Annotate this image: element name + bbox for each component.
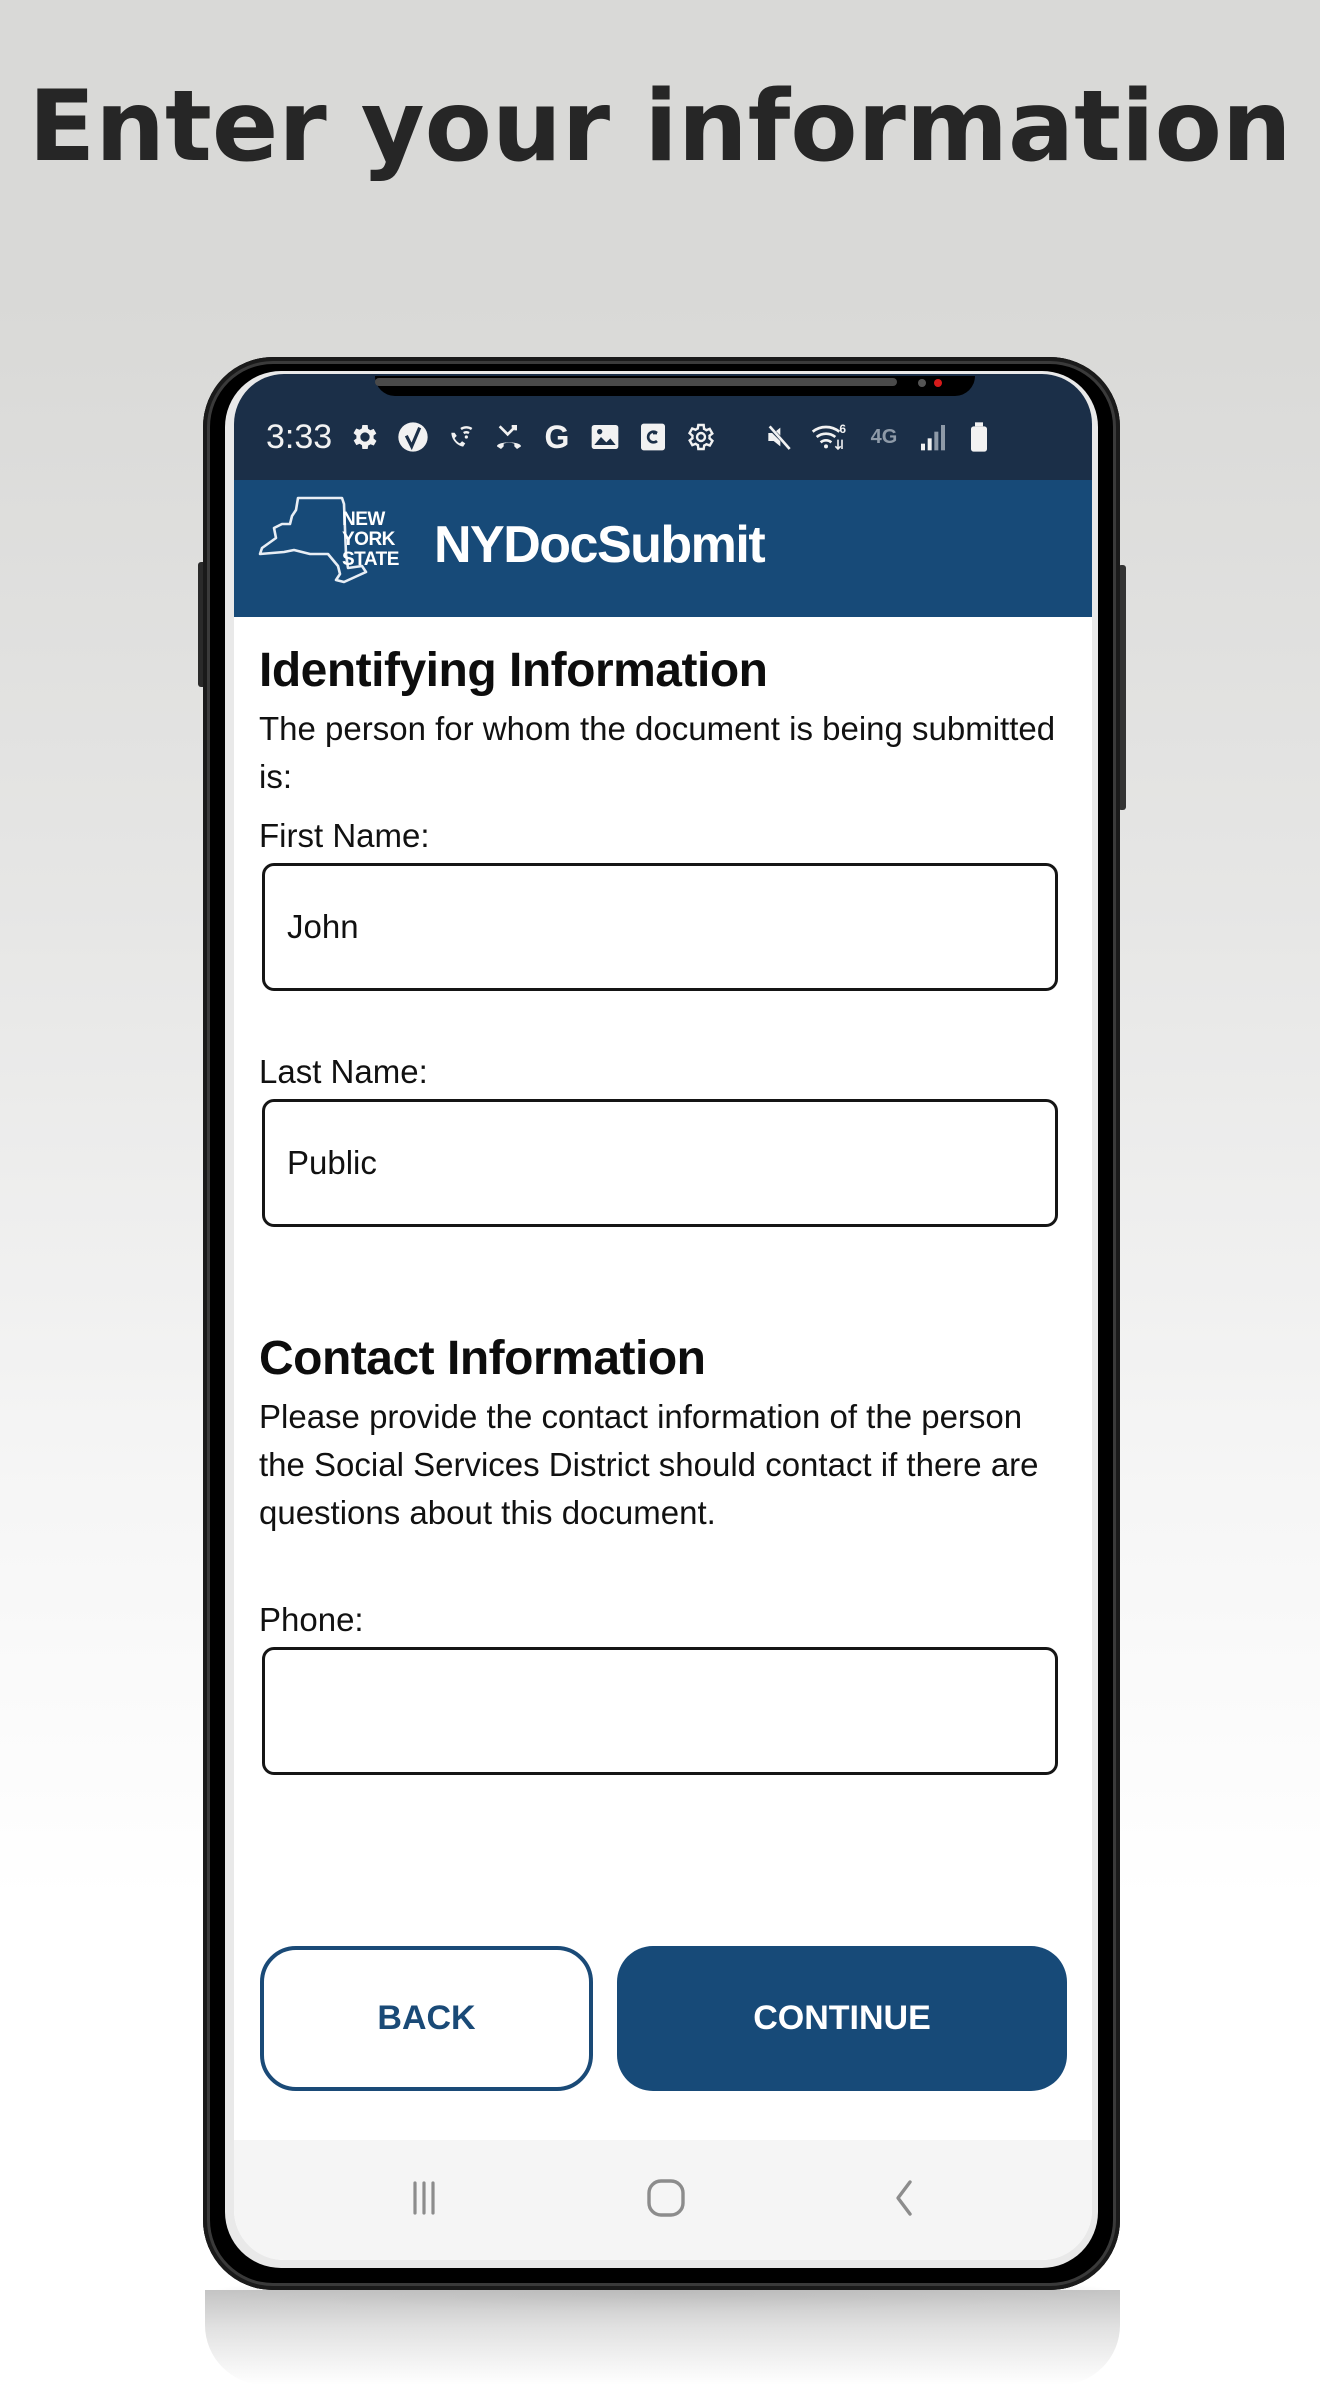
recents-button[interactable] xyxy=(399,2176,449,2220)
promo-title: Enter your information xyxy=(28,70,1292,184)
last-name-label: Last Name: xyxy=(259,1053,428,1090)
battery-icon xyxy=(962,420,996,454)
contact-description: Please provide the contact information of the person the Social Services District should contact if there are questions about this document. xyxy=(259,1398,1039,1531)
app-notification-icon xyxy=(636,420,670,454)
status-icons-left xyxy=(348,420,718,454)
verizon-check-icon xyxy=(396,420,430,454)
first-name-input[interactable] xyxy=(262,863,1058,991)
phone-speaker xyxy=(375,378,897,386)
identifying-description: The person for whom the document is being submitted is: xyxy=(259,710,1056,795)
identifying-heading: Identifying Information xyxy=(259,644,768,697)
gallery-icon xyxy=(588,420,622,454)
contact-heading: Contact Information xyxy=(259,1332,706,1385)
app-header xyxy=(234,480,1092,617)
back-nav-button[interactable] xyxy=(879,2176,929,2220)
phone-label: Phone: xyxy=(259,1601,364,1638)
phone-sensor xyxy=(918,379,926,387)
app-title: NYDocSubmit xyxy=(434,516,765,574)
continue-button[interactable]: CONTINUE xyxy=(617,1946,1067,2091)
logo-line-york: YORK xyxy=(342,529,395,550)
svg-text:6: 6 xyxy=(839,422,847,436)
missed-call-icon xyxy=(492,420,526,454)
settings-gear-filled-icon xyxy=(348,420,382,454)
back-icon xyxy=(884,2178,924,2218)
settings-gear-outline-icon xyxy=(684,420,718,454)
home-icon xyxy=(644,2176,688,2220)
android-nav-bar xyxy=(234,2140,1092,2260)
logo-line-state: STATE xyxy=(342,549,399,570)
phone-screen xyxy=(234,374,1092,2260)
phone-input[interactable] xyxy=(262,1647,1058,1775)
status-icons-right xyxy=(762,420,996,454)
first-name-label: First Name: xyxy=(259,817,430,854)
wifi-calling-icon xyxy=(444,420,478,454)
phone-camera-indicator xyxy=(934,379,942,387)
logo-line-new: NEW xyxy=(342,509,385,530)
last-name-input[interactable] xyxy=(262,1099,1058,1227)
home-button[interactable] xyxy=(641,2176,691,2220)
phone-reflection xyxy=(205,2290,1120,2385)
ny-state-wordmark xyxy=(342,510,399,570)
signal-icon xyxy=(916,420,950,454)
google-icon: G xyxy=(544,419,570,455)
4g-lte-icon: 4G xyxy=(870,426,898,448)
recents-icon xyxy=(404,2178,444,2218)
mute-icon xyxy=(762,420,796,454)
status-time: 3:33 xyxy=(266,418,333,456)
wifi-6-icon xyxy=(808,420,852,454)
back-button[interactable]: BACK xyxy=(260,1946,593,2091)
